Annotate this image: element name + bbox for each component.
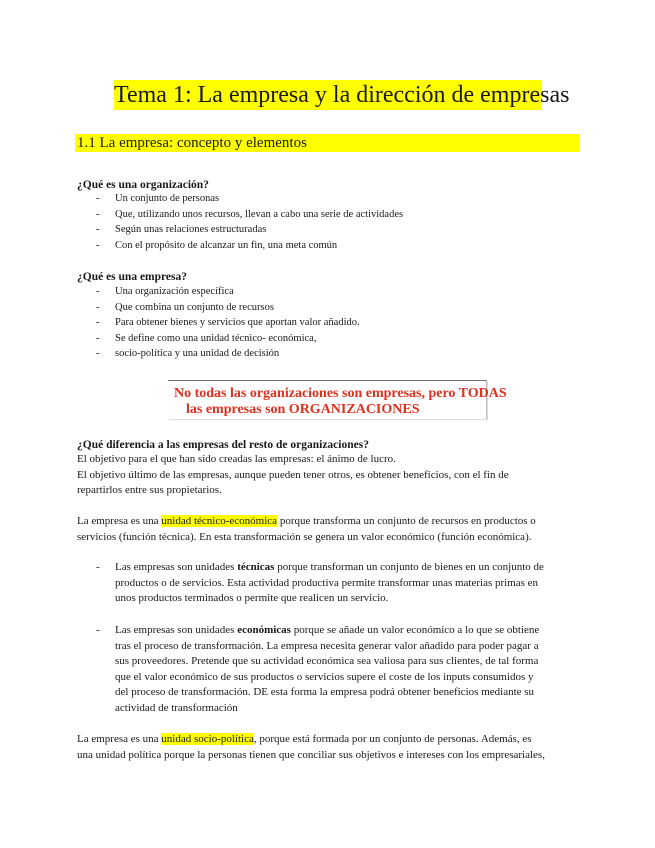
list-item: - Según unas relaciones estructuradas	[96, 222, 403, 238]
text-run: La empresa es una	[77, 515, 162, 527]
paragraph-line: actividad de transformación	[115, 701, 238, 714]
bold-term: económicas	[237, 624, 291, 636]
highlighted-term: unidad socio-política	[161, 733, 254, 745]
paragraph-line: repartirlos entre sus propietarios.	[77, 484, 222, 496]
paragraph-line: del proceso de transformación. DE esta forma la empresa podrá obtener beneficios mediante su	[115, 686, 535, 698]
paragraph-line: productos o de servicios. Esta actividad productiva permite transformar unas materias primas en	[115, 576, 539, 589]
list-item: - Un conjunto de personas	[96, 191, 403, 207]
dash-bullet: -	[96, 624, 100, 636]
paragraph-line: El objetivo para el que han sido creadas las empresas: el ánimo de lucro.	[77, 453, 396, 465]
bold-term: técnicas	[237, 561, 275, 573]
paragraph-diferencia	[77, 452, 577, 499]
paragraph-line: una unidad política porque la personas tienen que conciliar sus objetivos e intereses con los empresariales,	[77, 748, 545, 761]
paragraph-line	[77, 732, 577, 748]
question-empresa: ¿Qué es una empresa?	[77, 271, 187, 283]
text-run: Las empresas son unidades	[115, 561, 238, 573]
text-run: porque transforman un conjunto de bienes en un conjunto de	[274, 561, 544, 573]
list-empresa	[96, 284, 360, 362]
paragraph-line: servicios (función técnica). En esta transformación se genera un valor económico (función económica).	[77, 530, 532, 543]
paragraph-line: unos productos terminados o permite que realicen un servicio.	[115, 592, 389, 604]
paragraph-tecnico-economica	[77, 514, 577, 545]
list-item: - Que, utilizando unos recursos, llevan a cabo una serie de actividades	[96, 207, 403, 223]
list-item: - Se define como una unidad técnico- económica,	[96, 331, 360, 347]
list-item: - Con el propósito de alcanzar un fin, una meta común	[96, 238, 403, 254]
question-organizacion: ¿Qué es una organización?	[77, 179, 209, 191]
highlighted-term: unidad técnico-económica	[161, 515, 278, 527]
paragraph-socio-politica	[77, 732, 577, 763]
page-title: Tema 1: La empresa y la dirección de empresas	[114, 82, 570, 108]
paragraph-line: que el valor económico de sus productos o servicios supere el coste de los inputs consumidos y	[115, 670, 534, 683]
list-organizacion	[96, 191, 403, 253]
text-run: porque se añade un valor económico a lo que se obtiene	[290, 624, 540, 636]
section-heading: 1.1 La empresa: concepto y elementos	[75, 134, 580, 152]
paragraph-line	[115, 560, 575, 576]
question-diferencia: ¿Qué diferencia a las empresas del resto de organizaciones?	[77, 439, 369, 451]
paragraph-line: El objetivo último de las empresas, aunque pueden tener otros, es obtener beneficios, con el fin de	[77, 468, 509, 481]
dash-bullet: -	[96, 561, 100, 573]
list-item: - Para obtener bienes y servicios que aportan valor añadido.	[96, 315, 360, 331]
text-run: La empresa es una	[77, 733, 162, 745]
note-box	[168, 380, 507, 419]
list-item: - Que combina un conjunto de recursos	[96, 300, 360, 316]
paragraph-line	[115, 623, 575, 639]
note-line-1: No todas las organizaciones son empresas, pero TODAS	[174, 386, 507, 401]
text-run: Las empresas son unidades	[115, 624, 238, 636]
note-line-2: las empresas son ORGANIZACIONES	[186, 402, 420, 417]
text-run: , porque está formada por un conjunto de personas. Además, es	[253, 733, 532, 745]
list-item: - Una organización específica	[96, 284, 360, 300]
list-item: - socio-política y una unidad de decisión	[96, 346, 360, 362]
paragraph-line	[77, 514, 577, 530]
paragraph-line: sus proveedores. Pretende que su actividad económica sea valiosa para sus clientes, de tal forma	[115, 655, 539, 667]
paragraph-line: tras el proceso de transformación. La empresa necesita generar valor añadido para poder pagar a	[115, 639, 539, 652]
text-run: porque transforma un conjunto de recursos en productos o	[277, 515, 536, 527]
